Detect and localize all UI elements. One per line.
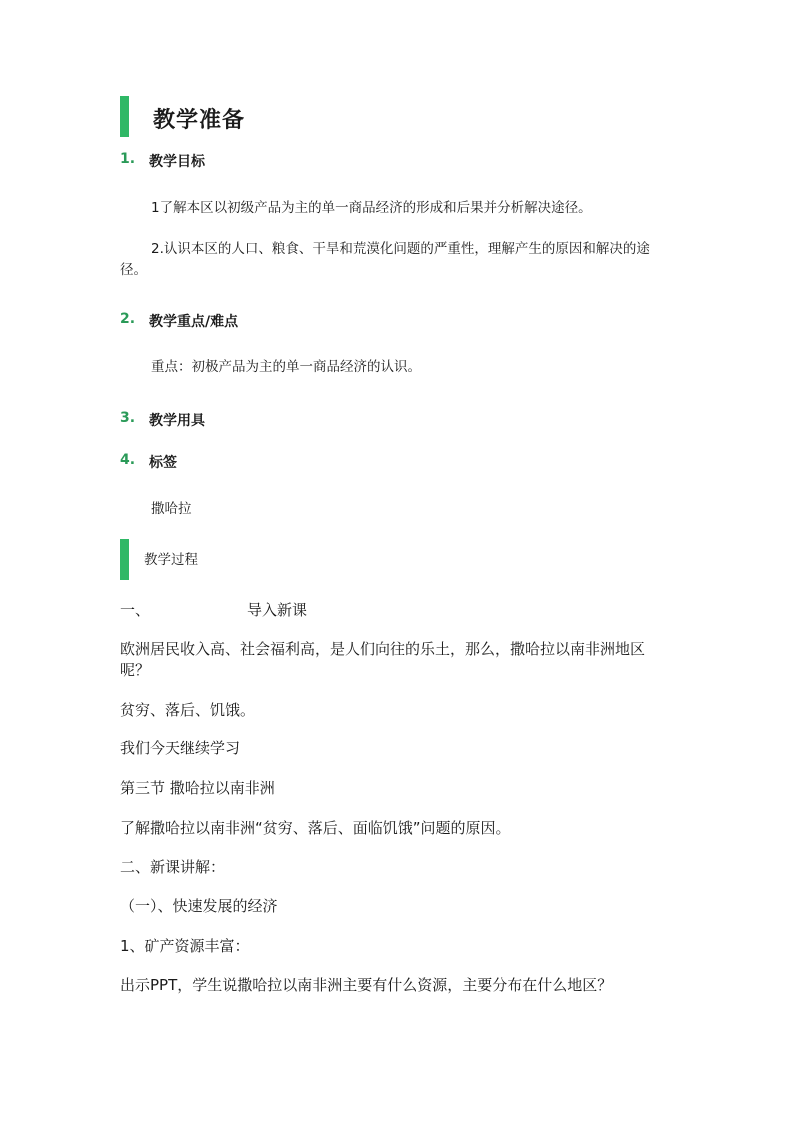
paragraph: 导入新课 — [247, 601, 308, 619]
paragraph: 欧洲居民收入高、社会福利高，是人们向往的乐土，那么，撒哈拉以南非洲地区 — [120, 640, 646, 658]
paragraph: 2.认识本区的人口、粮食、干旱和荒漠化问题的严重性，理解产生的原因和解决的途 — [151, 241, 650, 257]
section-accent-bar — [120, 96, 129, 137]
paragraph: 重点：初极产品为主的单一商品经济的认识。 — [151, 359, 421, 375]
paragraph: 1、矿产资源丰富： — [120, 937, 250, 955]
section-accent-bar — [120, 539, 129, 580]
paragraph: 二、新课讲解： — [120, 858, 226, 876]
paragraph: 1了解本区以初级产品为主的单一商品经济的形成和后果并分析解决途径。 — [151, 200, 592, 216]
section-title: 教学准备 — [153, 108, 246, 133]
item-number: 1. — [120, 151, 136, 167]
item-title: 教学重点/难点 — [149, 314, 239, 330]
paragraph: 一、 — [120, 601, 151, 619]
paragraph: 呢？ — [120, 661, 151, 679]
paragraph: （一）、快速发展的经济 — [120, 897, 278, 915]
item-number: 4. — [120, 452, 136, 468]
paragraph: 撒哈拉 — [151, 501, 192, 517]
paragraph: 了解撒哈拉以南非洲“贫穷、落后、面临饥饿”问题的原因。 — [120, 819, 511, 837]
item-title: 教学用具 — [149, 413, 205, 429]
item-number: 3. — [120, 410, 136, 426]
item-number: 2. — [120, 311, 136, 327]
paragraph: 我们今天继续学习 — [120, 739, 241, 757]
paragraph: 出示PPT，学生说撒哈拉以南非洲主要有什么资源，主要分布在什么地区？ — [120, 976, 613, 994]
section-title: 教学过程 — [144, 552, 198, 568]
paragraph: 贫穷、落后、饥饿。 — [120, 701, 256, 719]
paragraph: 第三节 撒哈拉以南非洲 — [120, 779, 275, 797]
item-title: 教学目标 — [149, 154, 205, 170]
paragraph: 径。 — [120, 262, 147, 278]
item-title: 标签 — [149, 455, 177, 471]
